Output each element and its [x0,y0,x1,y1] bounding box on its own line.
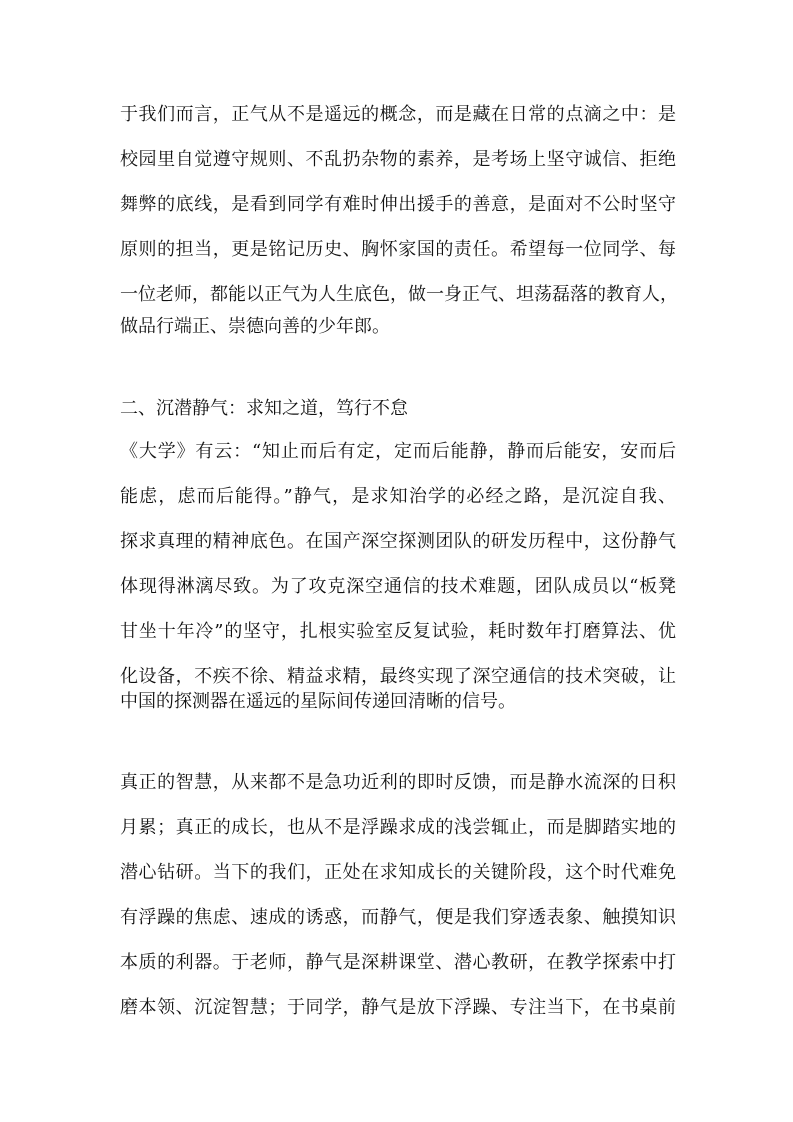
paragraph-line: 原则的担当，更是铭记历史、胸怀家国的责任。希望每一位同学、每 [120,239,676,260]
paragraph-line: 有浮躁的焦虑、速成的诱惑，而静气，便是我们穿透表象、触摸知识 [120,907,676,928]
paragraph-line: 磨本领、沉淀智慧；于同学，静气是放下浮躁、专注当下，在书桌前 [120,997,676,1018]
paragraph-line: 月累；真正的成长，也从不是浮躁求成的浅尝辄止，而是脚踏实地的 [120,817,676,838]
paragraph-line: 能虑，虑而后能得。”静气，是求知治学的必经之路，是沉淀自我、 [120,486,676,507]
paragraph-line: 做品行端正、崇德向善的少年郎。 [120,316,390,337]
paragraph-line: 中国的探测器在遥远的星际间传递回清晰的信号。 [120,691,516,712]
paragraph-line: 化设备，不疾不徐、精益求精，最终实现了深空通信的技术突破，让 [120,666,676,687]
paragraph-line: 潜心钻研。当下的我们，正处在求知成长的关键阶段，这个时代难免 [120,862,676,883]
paragraph-line: 探求真理的精神底色。在国产深空探测团队的研发历程中，这份静气 [120,531,676,552]
paragraph-line: 一位老师，都能以正气为人生底色，做一身正气、坦荡磊落的教育人， [120,284,678,305]
section-heading: 二、沉潜静气：求知之道，笃行不怠 [120,398,408,419]
paragraph-line: 《大学》有云：“知止而后有定，定而后能静，静而后能安，安而后 [120,441,676,462]
paragraph-line: 真正的智慧，从来都不是急功近利的即时反馈，而是静水流深的日积 [120,772,676,793]
paragraph-line: 于我们而言，正气从不是遥远的概念，而是藏在日常的点滴之中：是 [120,104,676,125]
paragraph-line: 本质的利器。于老师，静气是深耕课堂、潜心教研，在教学探索中打 [120,952,676,973]
paragraph-line: 甘坐十年冷”的坚守，扎根实验室反复试验，耗时数年打磨算法、优 [120,621,676,642]
paragraph-line: 舞弊的底线，是看到同学有难时伸出援手的善意，是面对不公时坚守 [120,194,676,215]
paragraph-line: 校园里自觉遵守规则、不乱扔杂物的素养，是考场上坚守诚信、拒绝 [120,149,676,170]
paragraph-line: 体现得淋漓尽致。为了攻克深空通信的技术难题，团队成员以“板凳 [120,576,676,597]
